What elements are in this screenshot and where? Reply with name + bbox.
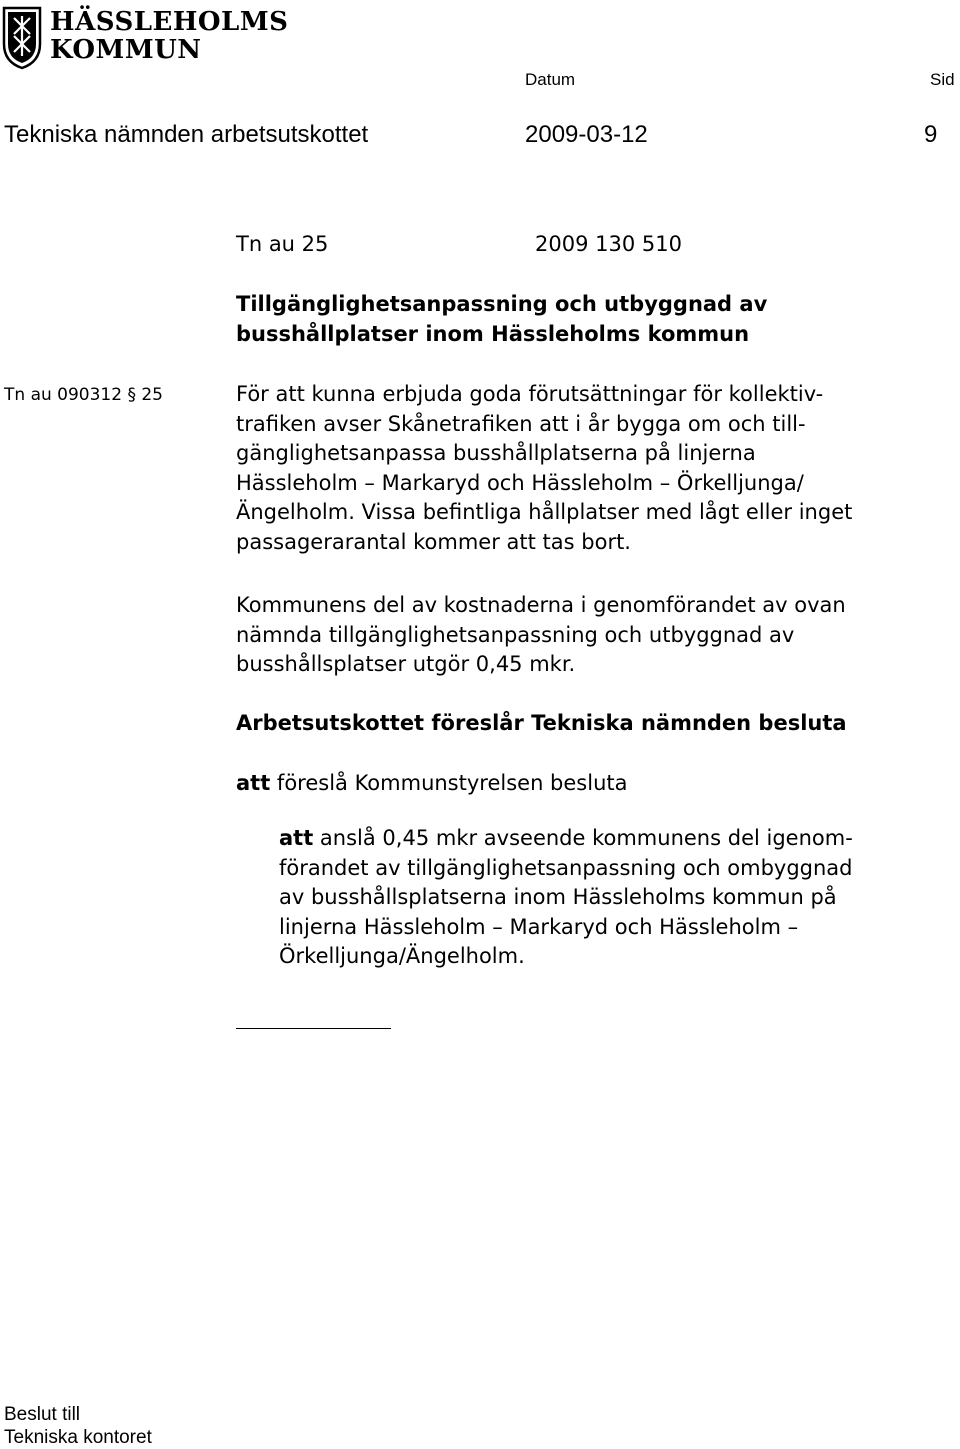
text-line: anslå 0,45 mkr avseende kommunens del igenom- <box>313 826 853 850</box>
att-keyword: att <box>279 826 314 850</box>
text-line: Ängelholm. Vissa befintliga hållplatser med lågt eller inget <box>236 500 853 524</box>
paragraph-background <box>236 380 852 557</box>
case-title-line: busshållplatser inom Hässleholms kommun <box>236 321 750 346</box>
decision-clause-1 <box>236 769 628 799</box>
committee-name: Tekniska nämnden arbetsutskottet <box>4 121 369 148</box>
text-line: trafiken avser Skånetrafiken att i år bygga om och till- <box>236 411 806 436</box>
text-line: busshållsplatser utgör 0,45 mkr. <box>236 652 576 676</box>
text-line: gänglighetsanpassa busshållplatserna på linjerna <box>236 441 756 465</box>
clause-text: föreslå Kommunstyrelsen besluta <box>270 771 628 795</box>
page-label: Sid <box>930 70 955 89</box>
distribution-line: Tekniska kontoret <box>4 1427 152 1448</box>
coat-of-arms-logo <box>2 4 42 70</box>
text-line: förandet av tillgänglighetsanpassning och ombyggnad <box>279 855 853 880</box>
case-title-line: Tillgänglighetsanpassning och utbyggnad av <box>236 292 768 316</box>
text-line: Hässleholm – Markaryd och Hässleholm – Örkelljunga/ <box>236 470 804 495</box>
text-line: passagerarantal kommer att tas bort. <box>236 529 631 554</box>
text-line: nämnda tillgänglighetsanpassning och utbyggnad av <box>236 622 795 647</box>
paragraph-cost <box>236 591 846 680</box>
att-keyword: att <box>236 771 271 795</box>
signature-divider <box>236 1028 391 1029</box>
case-number: Tn au 25 <box>236 232 329 256</box>
text-line: För att kunna erbjuda goda förutsättningar för kollektiv- <box>236 382 824 406</box>
text-line: linjerna Hässleholm – Markaryd och Hässleholm – <box>279 914 799 939</box>
meeting-date: 2009-03-12 <box>525 121 648 148</box>
logo-wordmark-line2: KOMMUN <box>50 35 202 65</box>
diary-number: 2009 130 510 <box>535 232 682 256</box>
text-line: av busshållsplatserna inom Hässleholms kommun på <box>279 885 837 909</box>
text-line: Kommunens del av kostnaderna i genomförandet av ovan <box>236 593 846 617</box>
side-reference: Tn au 090312 § 25 <box>4 385 163 405</box>
proposal-heading: Arbetsutskottet föreslår Tekniska nämnden besluta <box>236 711 847 735</box>
page-number: 9 <box>924 121 938 148</box>
decision-clause-2 <box>279 824 853 972</box>
case-title <box>236 290 767 349</box>
distribution-line: Beslut till <box>4 1404 81 1425</box>
distribution-note <box>4 1403 152 1449</box>
text-line: Örkelljunga/Ängelholm. <box>279 944 525 968</box>
logo-wordmark-line1: HÄSSLEHOLMS <box>50 7 289 37</box>
date-label: Datum <box>525 70 576 89</box>
